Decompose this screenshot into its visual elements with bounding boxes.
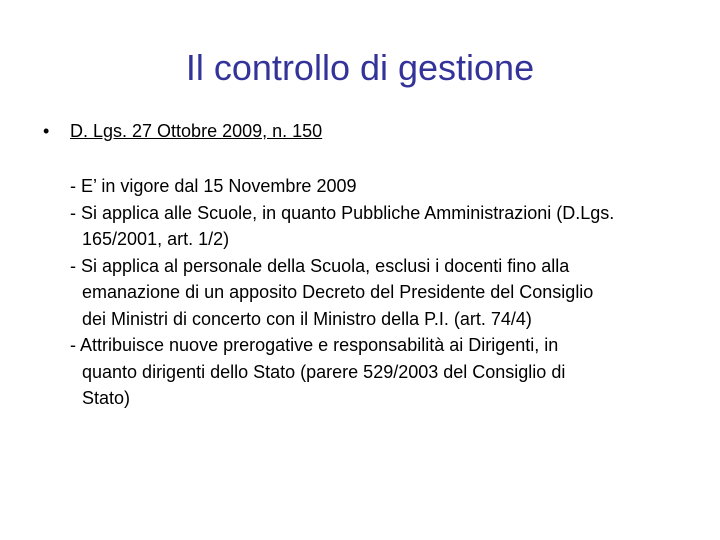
body-line: 165/2001, art. 1/2) (82, 229, 230, 249)
body-line: - Si applica alle Scuole, in quanto Pubbliche Amministrazioni (D.Lgs. (70, 202, 615, 223)
slide-title: Il controllo di gestione (185, 47, 535, 88)
bullet-heading: D. Lgs. 27 Ottobre 2009, n. 150 (70, 121, 323, 141)
body-line: emanazione di un apposito Decreto del Presidente del Consiglio (82, 282, 594, 302)
body-line: - Attribuisce nuove prerogative e responsabilità ai Dirigenti, in (70, 335, 559, 355)
body-line: quanto dirigenti dello Stato (parere 529/2003 del Consiglio di (82, 361, 566, 382)
body-line: Stato) (82, 388, 131, 408)
bullet-item (43, 119, 322, 143)
body-line: - Si applica al personale della Scuola, esclusi i docenti fino alla (70, 255, 570, 276)
body-line: - E’ in vigore dal 15 Novembre 2009 (70, 176, 357, 196)
body-text (70, 173, 700, 412)
bullet-icon: • (43, 121, 50, 141)
body-line: dei Ministri di concerto con il Ministro della P.I. (art. 74/4) (82, 308, 532, 329)
